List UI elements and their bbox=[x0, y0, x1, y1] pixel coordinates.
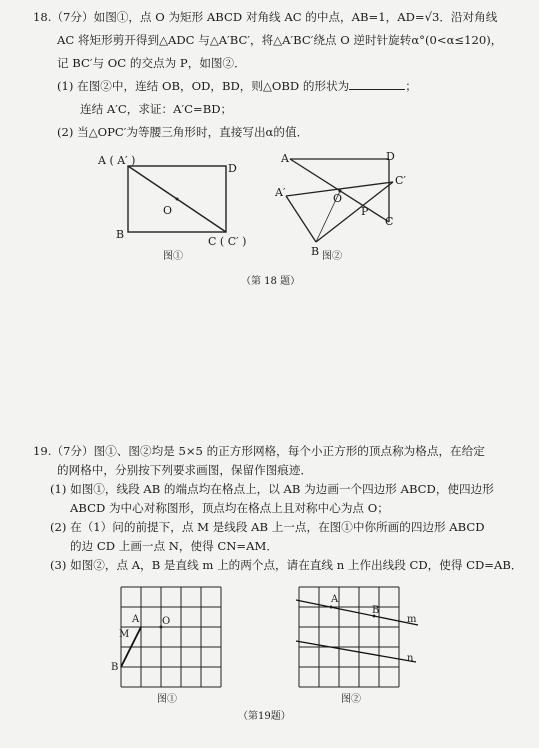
q18-caption: （第 18 题） bbox=[241, 276, 301, 287]
label-p: P bbox=[361, 205, 369, 218]
q19-p2b: 的边 CD 上画一点 N，使得 CN=AM． bbox=[70, 539, 278, 553]
label-m: m bbox=[407, 614, 417, 625]
label-b: B bbox=[372, 605, 380, 616]
label-c: C ( C′ ) bbox=[208, 235, 247, 248]
point-a bbox=[330, 606, 333, 609]
label-b: B bbox=[116, 228, 125, 241]
label-d: D bbox=[386, 150, 395, 163]
label-o: O bbox=[163, 204, 173, 217]
label-a: A bbox=[132, 614, 140, 625]
q18-part1a-text: (1) 在图②中，连结 OB，OD，BD，则△OBD 的形状为 bbox=[57, 79, 350, 93]
label-d: D bbox=[228, 162, 237, 175]
label-o: O bbox=[162, 616, 171, 627]
label-b: B bbox=[111, 662, 119, 673]
q18-part2: (2) 当△OPC′为等腰三角形时，直接写出α的值． bbox=[57, 125, 309, 139]
grid-5x5 bbox=[299, 587, 399, 687]
q18-part1b: 连结 A′C，求证：A′C=BD； bbox=[80, 102, 233, 116]
label-c-prime: C′ bbox=[395, 174, 406, 187]
q19-line1: 19.（7分）图①、图②均是 5×5 的正方形网格，每个小正方形的顶点称为格点，在给定 bbox=[33, 444, 485, 458]
label-n: n bbox=[407, 653, 414, 664]
q18-line1: 18.（7分）如图①，点 O 为矩形 ABCD 对角线 AC 的中点，AB=1，AD=√3．沿对角线 bbox=[33, 10, 498, 24]
caption-fig1: 图① bbox=[157, 694, 177, 705]
q18-line2: AC 将矩形剪开得到△ADC 与△A′BC′，将△A′BC′绕点 O 逆时针旋转α°(0<α≤120)， bbox=[57, 33, 503, 47]
q19-line2: 的网格中，分别按下列要求画图，保留作图痕迹． bbox=[57, 463, 313, 477]
q19-p1a: (1) 如图①，线段 AB 的端点均在格点上，以 AB 为边画一个四边形 ABCD，使四边形 bbox=[50, 482, 494, 496]
q18-line3: 记 BC′与 OC 的交点为 P，如图②． bbox=[57, 56, 246, 70]
label-a: A ( A′ ) bbox=[98, 154, 136, 167]
q19-p3: (3) 如图②，点 A，B 是直线 m 上的两个点，请在直线 n 上作出线段 CD，使得 CD=AB． bbox=[50, 558, 523, 572]
q18-part1a-end: ； bbox=[405, 79, 417, 93]
caption-fig1: 图① bbox=[163, 251, 183, 262]
label-a-prime: A′ bbox=[275, 186, 286, 199]
label-o: O bbox=[333, 192, 343, 205]
caption-fig2: 图② bbox=[322, 251, 342, 262]
label-b: B bbox=[311, 245, 320, 258]
q19-p2a: (2) 在（1）问的前提下，点 M 是线段 AB 上一点，在图①中你所画的四边形 ABCD bbox=[50, 520, 485, 534]
label-a: A bbox=[331, 594, 339, 605]
label-m: M bbox=[119, 629, 130, 640]
caption-fig2: 图② bbox=[341, 694, 361, 705]
line-m bbox=[296, 600, 418, 625]
label-a: A bbox=[281, 152, 289, 165]
q19-p1b: ABCD 为中心对称图形，顶点均在格点上且对称中心为点 O； bbox=[70, 501, 389, 515]
line-n bbox=[296, 641, 416, 662]
label-c: C bbox=[385, 215, 394, 228]
q19-caption: （第19题） bbox=[238, 711, 291, 722]
